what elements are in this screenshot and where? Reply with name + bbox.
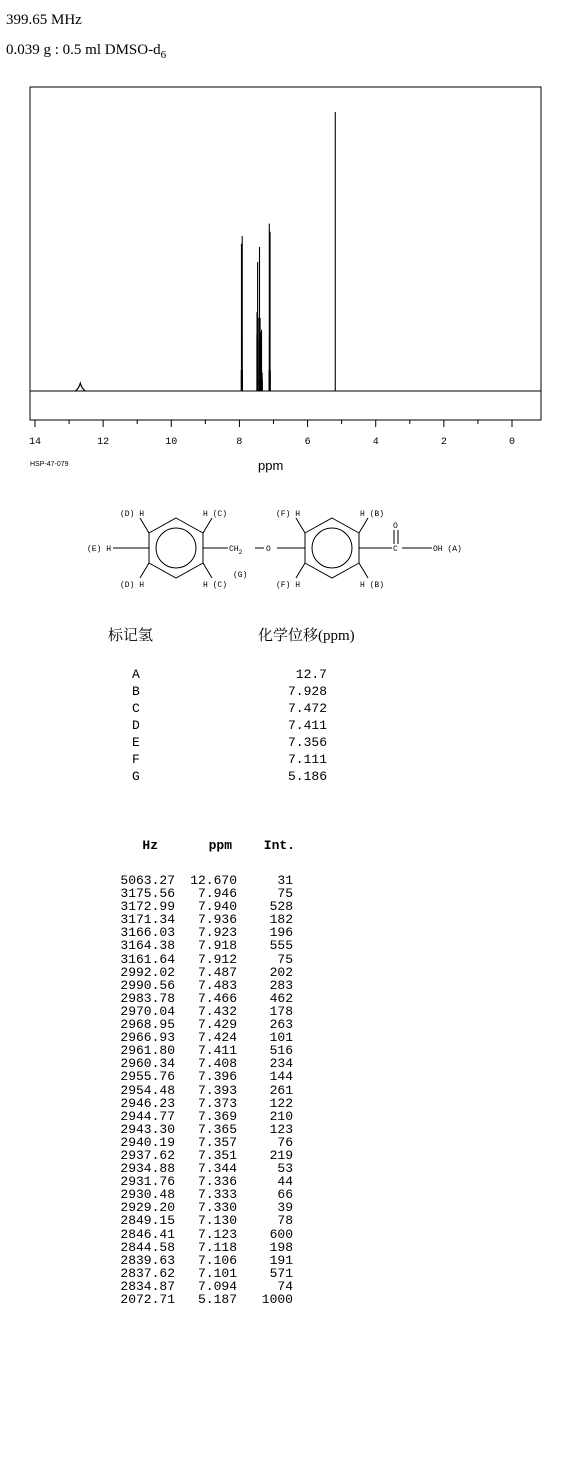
assignment-label: A	[132, 667, 140, 682]
peak-row	[108, 1228, 295, 1241]
label-e: (E) H	[87, 545, 112, 554]
peak-ppm: 5.187	[197, 1292, 237, 1307]
x-tick-label: 10	[165, 437, 178, 448]
peak-hz: 2990.56	[120, 977, 175, 993]
peak-intensity: 528	[269, 899, 293, 915]
assignment-row	[0, 683, 327, 700]
assignment-value: 7.356	[287, 735, 327, 750]
x-tick-label: 6	[304, 437, 311, 448]
header-hz: Hz	[142, 838, 158, 853]
bond	[203, 563, 212, 578]
peak-hz: 2955.76	[120, 1069, 175, 1085]
peak-ppm: 7.336	[197, 1174, 237, 1190]
peak-row	[108, 979, 295, 992]
peak-ppm: 7.424	[197, 1030, 237, 1046]
caption-labeled-hydrogen: 标记氢	[108, 628, 154, 644]
peak-hz: 2970.04	[120, 1003, 175, 1019]
peak-hz: 5063.27	[120, 873, 175, 888]
peak-ppm: 7.369	[197, 1108, 237, 1124]
peak-intensity: 123	[269, 1121, 293, 1137]
right-aromatic-circle	[312, 528, 352, 568]
peak-hz: 2929.20	[120, 1200, 175, 1216]
peak-hz: 2966.93	[120, 1030, 175, 1046]
label-d-top: (D) H	[120, 510, 145, 519]
peak-ppm: 7.130	[197, 1213, 237, 1229]
peak-intensity: 75	[277, 951, 293, 967]
peak-hz: 3171.34	[120, 912, 175, 928]
peak-ppm: 7.351	[197, 1147, 237, 1163]
x-tick-label: 14	[28, 437, 42, 448]
peak-intensity: 78	[277, 1213, 293, 1229]
bond	[296, 563, 305, 578]
peak-hz: 3166.03	[120, 925, 175, 941]
peak-hz: 3164.38	[120, 938, 175, 954]
peak-intensity: 191	[269, 1252, 293, 1268]
assignment-value: 7.472	[287, 701, 327, 716]
peak-ppm: 7.946	[197, 886, 237, 902]
assignment-value: 7.411	[287, 718, 327, 733]
peak-row	[108, 1123, 295, 1136]
peak-ppm: 7.106	[197, 1252, 237, 1268]
peak-hz: 3161.64	[120, 951, 175, 967]
peak-intensity: 210	[269, 1108, 293, 1124]
peak-hz: 2072.71	[120, 1292, 175, 1307]
peak-hz: 2940.19	[120, 1134, 175, 1150]
label-b-bottom: H (B)	[360, 581, 385, 590]
label-carbonyl-c: C	[393, 545, 398, 554]
peak-intensity: 600	[269, 1226, 293, 1242]
peak-ppm: 7.466	[197, 990, 237, 1006]
bond	[140, 518, 149, 533]
x-tick-label: 4	[372, 437, 379, 448]
peak-intensity: 144	[269, 1069, 293, 1085]
peak-ppm: 7.365	[197, 1121, 237, 1137]
assignment-row	[0, 666, 327, 683]
peak-ppm: 7.123	[197, 1226, 237, 1242]
peak-row	[108, 1267, 295, 1280]
label-c-bottom: H (C)	[203, 581, 228, 590]
peak-intensity: 555	[269, 938, 293, 954]
peak-row	[108, 992, 295, 1005]
bond	[296, 518, 305, 533]
peak-hz: 2937.62	[120, 1147, 175, 1163]
peak-intensity: 263	[269, 1017, 293, 1033]
peak-intensity: 75	[277, 886, 293, 902]
assignment-label: C	[132, 701, 140, 716]
peak-intensity: 122	[269, 1095, 293, 1111]
peak-hz: 2846.41	[120, 1226, 175, 1242]
left-aromatic-circle	[156, 528, 196, 568]
peak-intensity: 516	[269, 1043, 293, 1059]
sample-text: 0.039 g : 0.5 ml DMSO-d	[6, 42, 161, 58]
peak-hz: 2931.76	[120, 1174, 175, 1190]
peak-ppm: 7.483	[197, 977, 237, 993]
peak-hz: 2944.77	[120, 1108, 175, 1124]
peak-hz: 2943.30	[120, 1121, 175, 1137]
x-tick-label: 0	[508, 437, 516, 448]
assignment-label: D	[132, 718, 140, 733]
peak-hz: 2834.87	[120, 1278, 175, 1294]
peak-intensity: 462	[269, 990, 293, 1006]
header-ppm: ppm	[208, 838, 232, 853]
peak-table-header	[108, 838, 295, 874]
assignment-row	[0, 751, 327, 768]
peak-row	[108, 966, 295, 979]
peak-intensity: 66	[277, 1187, 293, 1203]
peak-row	[108, 1214, 295, 1227]
peak-intensity: 234	[269, 1056, 293, 1072]
peak-ppm: 7.429	[197, 1017, 237, 1033]
peak-ppm: 7.940	[197, 899, 237, 915]
peak-hz: 2992.02	[120, 964, 175, 980]
label-d-bottom: (D) H	[120, 581, 145, 590]
peak-row	[108, 1293, 295, 1306]
peak-hz: 2946.23	[120, 1095, 175, 1111]
peak-ppm: 7.408	[197, 1056, 237, 1072]
peak-hz: 3172.99	[120, 899, 175, 915]
peak-intensity: 261	[269, 1082, 293, 1098]
peak-row	[108, 1070, 295, 1083]
peak-ppm: 7.118	[197, 1239, 237, 1255]
peak-row	[108, 1097, 295, 1110]
peak-ppm: 7.432	[197, 1003, 237, 1019]
peak-row	[108, 1136, 295, 1149]
peak-row	[108, 1241, 295, 1254]
peak-intensity: 198	[269, 1239, 293, 1255]
peak-hz: 2983.78	[120, 990, 175, 1006]
peak-ppm: 7.373	[197, 1095, 237, 1111]
assignment-table	[0, 666, 327, 785]
peak-ppm: 7.094	[197, 1278, 237, 1294]
x-tick-label: 2	[440, 437, 447, 448]
peak-hz: 2961.80	[120, 1043, 175, 1059]
peak-intensity: 76	[277, 1134, 293, 1150]
assignment-row	[0, 734, 327, 751]
label-ch2	[229, 545, 243, 556]
label-f-bottom: (F) H	[276, 581, 301, 590]
assignment-label: B	[132, 684, 140, 699]
peak-ppm: 12.670	[190, 873, 237, 888]
peak-table-body	[108, 874, 295, 1306]
ch-subscript: 2	[238, 549, 243, 556]
peak-hz: 2968.95	[120, 1017, 175, 1033]
ch-text: CH	[229, 545, 239, 554]
molecule-structure	[0, 0, 570, 650]
peak-hz: 2934.88	[120, 1161, 175, 1177]
peak-ppm: 7.936	[197, 912, 237, 928]
assignment-row	[0, 700, 327, 717]
assignment-row	[0, 717, 327, 734]
peak-ppm: 7.912	[197, 951, 237, 967]
peak-hz: 2839.63	[120, 1252, 175, 1268]
peak-intensity: 202	[269, 964, 293, 980]
assignment-value: 7.928	[287, 684, 327, 699]
peak-intensity: 196	[269, 925, 293, 941]
peak-table	[108, 838, 295, 1306]
assignment-value: 7.111	[287, 752, 327, 767]
label-f-top: (F) H	[276, 510, 301, 519]
peak-hz: 2849.15	[120, 1213, 175, 1229]
sample-subscript: 6	[160, 49, 167, 61]
assignment-label: G	[132, 769, 140, 784]
peak-intensity: 74	[277, 1278, 293, 1294]
spectrum-code: HSP-47-079	[30, 461, 69, 468]
peak-row	[108, 1110, 295, 1123]
peak-intensity: 101	[269, 1030, 293, 1046]
peak-intensity: 39	[277, 1200, 293, 1216]
peak-hz: 2960.34	[120, 1056, 175, 1072]
peak-ppm: 7.330	[197, 1200, 237, 1216]
peak-ppm: 7.357	[197, 1134, 237, 1150]
peak-row	[108, 1254, 295, 1267]
left-benzene-ring	[149, 518, 203, 578]
peak-intensity: 182	[269, 912, 293, 928]
peak-intensity: 44	[277, 1174, 293, 1190]
peak-ppm: 7.393	[197, 1082, 237, 1098]
peak-ppm: 7.344	[197, 1161, 237, 1177]
label-c-top: H (C)	[203, 510, 228, 519]
peak-intensity: 178	[269, 1003, 293, 1019]
bond	[359, 563, 368, 578]
peak-ppm: 7.918	[197, 938, 237, 954]
label-g: (G)	[233, 571, 248, 580]
peak-ppm: 7.101	[197, 1265, 237, 1281]
x-axis-label: ppm	[258, 458, 284, 473]
peak-hz: 2930.48	[120, 1187, 175, 1203]
label-oh: OH (A)	[433, 545, 462, 554]
bond	[203, 518, 212, 533]
bond	[359, 518, 368, 533]
peak-intensity: 1000	[261, 1292, 293, 1307]
peak-intensity: 31	[277, 873, 293, 888]
assignment-label: E	[132, 735, 140, 750]
peak-hz: 2837.62	[120, 1265, 175, 1281]
label-ether-o: O	[266, 545, 271, 554]
peak-intensity: 283	[269, 977, 293, 993]
assignment-row	[0, 768, 327, 785]
peak-intensity: 53	[277, 1161, 293, 1177]
peak-row	[108, 1084, 295, 1097]
peak-intensity: 571	[269, 1265, 293, 1281]
peak-ppm: 7.487	[197, 964, 237, 980]
peak-row	[108, 953, 295, 966]
spectrometer-frequency: 399.65 MHz	[6, 12, 82, 28]
peak-hz: 2844.58	[120, 1239, 175, 1255]
assignment-label: F	[132, 752, 140, 767]
peak-hz: 3175.56	[120, 886, 175, 902]
peak-ppm: 7.923	[197, 925, 237, 941]
peak-row	[108, 939, 295, 952]
peak-intensity: 219	[269, 1147, 293, 1163]
peak-ppm: 7.411	[197, 1043, 237, 1059]
right-benzene-ring	[305, 518, 359, 578]
bond	[140, 563, 149, 578]
x-tick-label: 12	[97, 437, 110, 448]
header-int: Int.	[263, 838, 295, 853]
label-b-top: H (B)	[360, 510, 385, 519]
assignment-value: 12.7	[295, 667, 327, 682]
caption-chemical-shift: 化学位移(ppm)	[258, 628, 355, 644]
peak-hz: 2954.48	[120, 1082, 175, 1098]
peak-ppm: 7.396	[197, 1069, 237, 1085]
x-tick-label: 8	[236, 437, 243, 448]
assignment-value: 5.186	[287, 769, 327, 784]
label-carbonyl-o: O	[393, 522, 398, 531]
peak-ppm: 7.333	[197, 1187, 237, 1203]
